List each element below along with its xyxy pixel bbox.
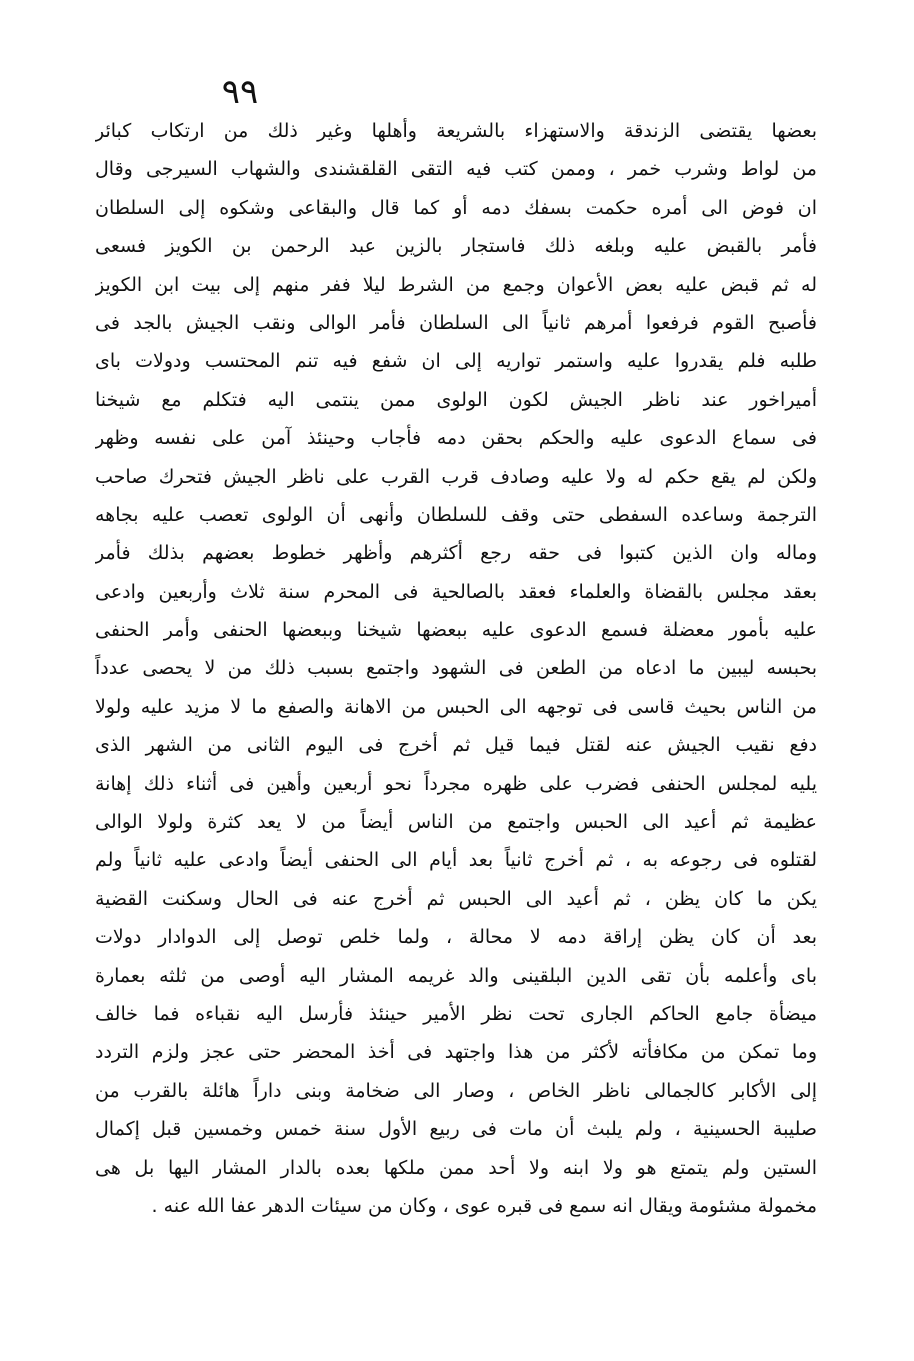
- text-line: بعقد مجلس بالقضاة والعلماء فعقد بالصالحية فى المحرم سنة ثلاث وأربعين وادعى: [95, 580, 817, 603]
- text-line: يليه لمجلس الحنفى فضرب على ظهره مجرداً نحو أربعين وأهين فى أثناء ذلك إهانة: [95, 772, 817, 795]
- text-line: وماله وان الذين كتبوا فى حقه رجع أكثرهم وأظهر خطوط بعضهم بذلك فأمر: [95, 542, 817, 565]
- text-line: فأصبح القوم فرفعوا أمرهم ثانياً الى السلطان فأمر الوالى ونقب الجيش بالجد فى: [95, 311, 817, 334]
- text-line: من لواط وشرب خمر ، وممن كتب فيه التقى القلقشندى والشهاب السيرجى وقال: [95, 158, 817, 181]
- text-line: بعضها يقتضى الزندقة والاستهزاء بالشريعة وأهلها وغير ذلك من ارتكاب كبائر: [95, 120, 817, 142]
- text-line: لقتلوه فى رجوعه به ، ثم أخرج ثانياً بعد أيام الى الحنفى أيضاً وادعى عليه ثانياً ولم: [95, 849, 817, 872]
- text-line: دفع نقيب الجيش عنه لقتل فيما قيل ثم أخرج فى اليوم الثانى من الشهر الذى: [95, 734, 817, 757]
- text-line: صليبة الحسينية ، ولم يلبث أن مات فى ربيع الأول سنة خمس وخمسين قبل إكمال: [95, 1118, 817, 1141]
- text-line: الترجمة وساعده السفطى حتى وقف للسلطان وأنهى أن الولوى تعصب عليه بجاهه: [95, 503, 817, 526]
- text-line: وما تمكن من مكافأته لأكثر من هذا واجتهد فى أخذ المحضر حتى عجز ولزم التردد: [95, 1041, 817, 1064]
- text-line: ميضأة جامع الحاكم الجارى تحت نظر الأمير حينئذ فأرسل اليه نقباءه فما خالف: [95, 1002, 817, 1025]
- text-line: يكن ما كان يظن ، ثم أعيد الى الحبس ثم أخرج عنه فى الحال وسكنت القضية: [95, 887, 817, 910]
- text-line: مخمولة مشئومة ويقال انه سمع فى قبره عوى ، وكان من سيئات الدهر عفا الله عنه .: [151, 1194, 817, 1217]
- text-line: الستين ولم يتمتع هو ولا ابنه ولا أحد ممن ملكها بعده بالدار المشار اليها بل هى: [95, 1156, 817, 1179]
- text-line: طلبه فلم يقدروا عليه واستمر تواريه إلى ان شفع فيه تنم المحتسب ودولات باى: [95, 350, 817, 373]
- text-line: باى وأعلمه بأن تقى الدين البلقينى والد غريمه المشار اليه أوصى من ثلثه بعمارة: [95, 964, 817, 987]
- text-line: من الناس بحيث قاسى فى توجهه الى الحبس من الاهانة والصفع ما لا مزيد عليه ولولا: [95, 695, 817, 718]
- body-text: [95, 112, 817, 1225]
- text-line: له ثم قبض عليه بعض الأعوان وجمع من الشرط ليلا ففر منهم إلى بيت ابن الكويز: [95, 273, 817, 296]
- text-line: ان فوض الى أمره حكمت بسفك دمه أو كما قال والبقاعى وشكوه إلى السلطان: [95, 196, 817, 219]
- text-line: فأمر بالقبض عليه وبلغه ذلك فاستجار بالزين عبد الرحمن بن الكويز فسعى: [95, 235, 817, 258]
- text-line: إلى الأكابر كالجمالى ناظر الخاص ، وصار الى ضخامة وبنى داراً هائلة بالقرب من: [95, 1079, 817, 1102]
- text-line: بحبسه ليبين ما ادعاه من الطعن فى الشهود واجتمع بسبب ذلك من لا يحصى عدداً: [95, 657, 817, 680]
- text-line: أميراخور عند ناظر الجيش لكون الولوى ممن ينتمى اليه فتكلم مع شيخنا: [95, 388, 817, 411]
- text-line: عظيمة ثم أعيد الى الحبس واجتمع من الناس أيضاً من لا يعد كثرة ولولا الوالى: [95, 811, 817, 834]
- text-line: عليه بأمور معضلة فسمع الدعوى عليه ببعضها شيخنا وببعضها الحنفى وأمر الحنفى: [95, 619, 817, 642]
- text-line: ولكن لم يقع حكم له ولا عليه وصادف قرب القرب على ناظر الجيش فتحرك صاحب: [95, 465, 817, 488]
- text-line: فى سماع الدعوى عليه والحكم بحقن دمه فأجاب وحينئذ آمن على نفسه وظهر: [95, 427, 817, 450]
- page-number: ٩٩: [221, 72, 259, 112]
- text-line: بعد أن كان يظن إراقة دمه لا محالة ، ولما خلص توصل إلى الدوادار دولات: [95, 926, 817, 949]
